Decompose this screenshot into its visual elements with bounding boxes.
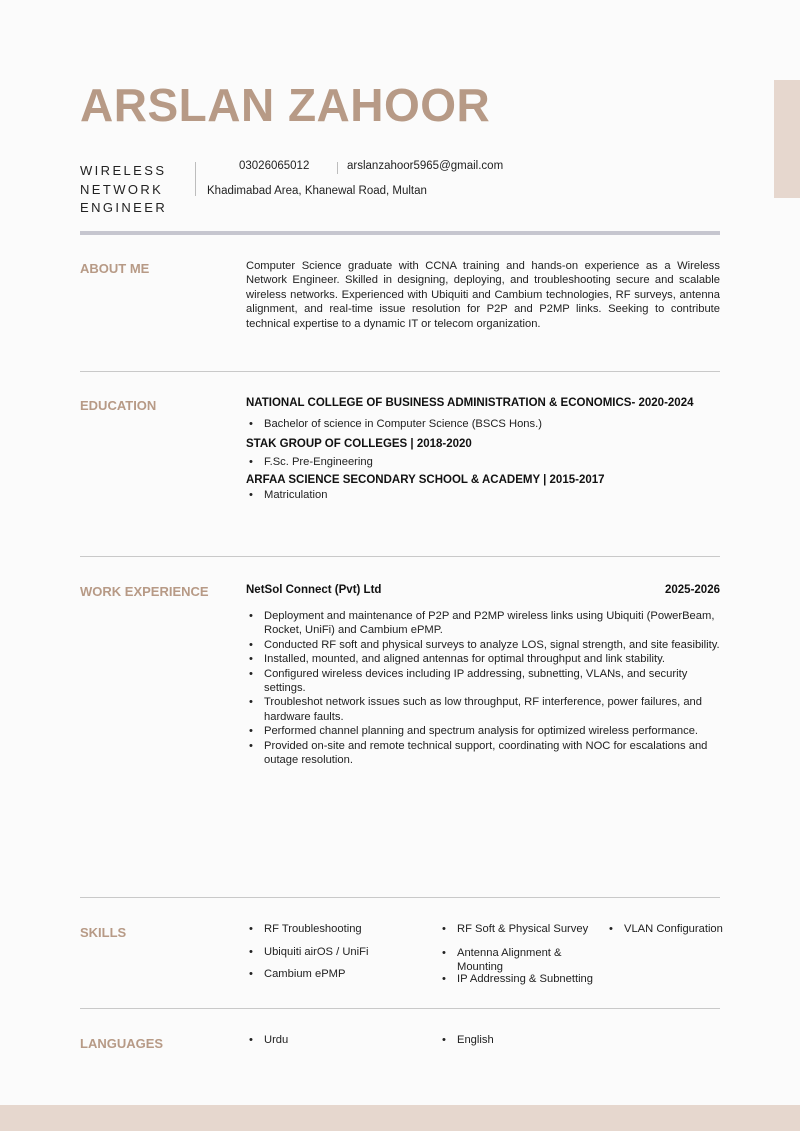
contact-separator xyxy=(337,162,338,174)
section-divider xyxy=(80,556,720,557)
work-bullet: • Configured wireless devices including IP addressing, subnetting, VLANs, and security settings. xyxy=(264,667,724,696)
job-title-line: NETWORK xyxy=(80,181,164,197)
email-address[interactable]: arslanzahoor5965@gmail.com xyxy=(347,160,504,172)
work-bullet: • Troubleshot network issues such as low throughput, RF interference, power failures, and hardware faults. xyxy=(264,695,724,724)
about-title: ABOUT ME xyxy=(80,261,150,276)
job-title-line: WIRELESS xyxy=(80,163,167,178)
header-rule xyxy=(80,231,720,235)
work-bullet: • Installed, mounted, and aligned antennas for optimal throughput and link stability. xyxy=(264,652,724,666)
work-bullet: • Conducted RF soft and physical surveys to analyze LOS, signal strength, and site feasibility. xyxy=(264,638,724,652)
languages-title: LANGUAGES xyxy=(80,1036,164,1051)
skill-item: • Antenna Alignment & Mounting xyxy=(442,947,562,973)
skill-item: • RF Soft & Physical Survey xyxy=(442,923,589,935)
work-responsibilities xyxy=(264,609,724,767)
skill-item: • Ubiquiti airOS / UniFi xyxy=(249,946,369,958)
section-divider xyxy=(80,371,720,372)
decorative-accent-block xyxy=(774,80,800,198)
education-detail: • F.Sc. Pre-Engineering xyxy=(249,456,373,468)
language-item: • Urdu xyxy=(249,1034,289,1046)
work-bullet: • Performed channel planning and spectrum analysis for optimized wireless performance. xyxy=(264,724,724,738)
footer-band xyxy=(0,1105,800,1131)
work-bullet: • Deployment and maintenance of P2P and P2MP wireless links using Ubiquiti (PowerBeam, Rocket, UniFi) and Cambium ePMP. xyxy=(264,609,724,638)
header-divider xyxy=(195,162,196,196)
home-address: Khadimabad Area, Khanewal Road, Multan xyxy=(207,185,427,197)
work-title: WORK EXPERIENCE xyxy=(80,584,209,599)
skill-item: • Cambium ePMP xyxy=(249,968,346,980)
education-school: STAK GROUP OF COLLEGES | 2018-2020 xyxy=(246,438,472,450)
company-name: NetSol Connect (Pvt) Ltd xyxy=(246,584,382,596)
phone-number: 03026065012 xyxy=(239,160,310,172)
skill-item: • RF Troubleshooting xyxy=(249,923,362,935)
work-bullet: • Provided on-site and remote technical support, coordinating with NOC for escalations and outage resolution. xyxy=(264,739,724,768)
skill-item: • VLAN Configuration xyxy=(609,923,723,935)
work-dates: 2025-2026 xyxy=(665,584,720,596)
job-title-line: ENGINEER xyxy=(80,200,168,215)
candidate-name: ARSLAN ZAHOOR xyxy=(80,79,491,131)
section-divider xyxy=(80,897,720,898)
skill-item: • IP Addressing & Subnetting xyxy=(442,973,594,985)
education-title: EDUCATION xyxy=(80,398,157,413)
section-divider xyxy=(80,1008,720,1009)
education-detail: • Matriculation xyxy=(249,489,328,501)
education-school: NATIONAL COLLEGE OF BUSINESS ADMINISTRATION & ECONOMICS- 2020-2024 xyxy=(246,397,694,409)
skills-title: SKILLS xyxy=(80,925,127,940)
education-detail: • Bachelor of science in Computer Science (BSCS Hons.) xyxy=(249,418,542,430)
about-text: Computer Science graduate with CCNA training and hands-on experience as a Wireless Network Engineer. Skilled in designing, deploying, and troubleshooting secure and scalable wireless networks. Experienced with Ubiquiti and Cambium technologies, RF surveys, antenna alignment, and real-time issue resolution for P2P and P2MP links. Seeking to contribute technical expertise to a dynamic IT or telecom organization. xyxy=(246,260,720,330)
language-item: • English xyxy=(442,1034,494,1046)
education-school: ARFAA SCIENCE SECONDARY SCHOOL & ACADEMY | 2015-2017 xyxy=(246,474,605,486)
job-title xyxy=(80,162,180,218)
